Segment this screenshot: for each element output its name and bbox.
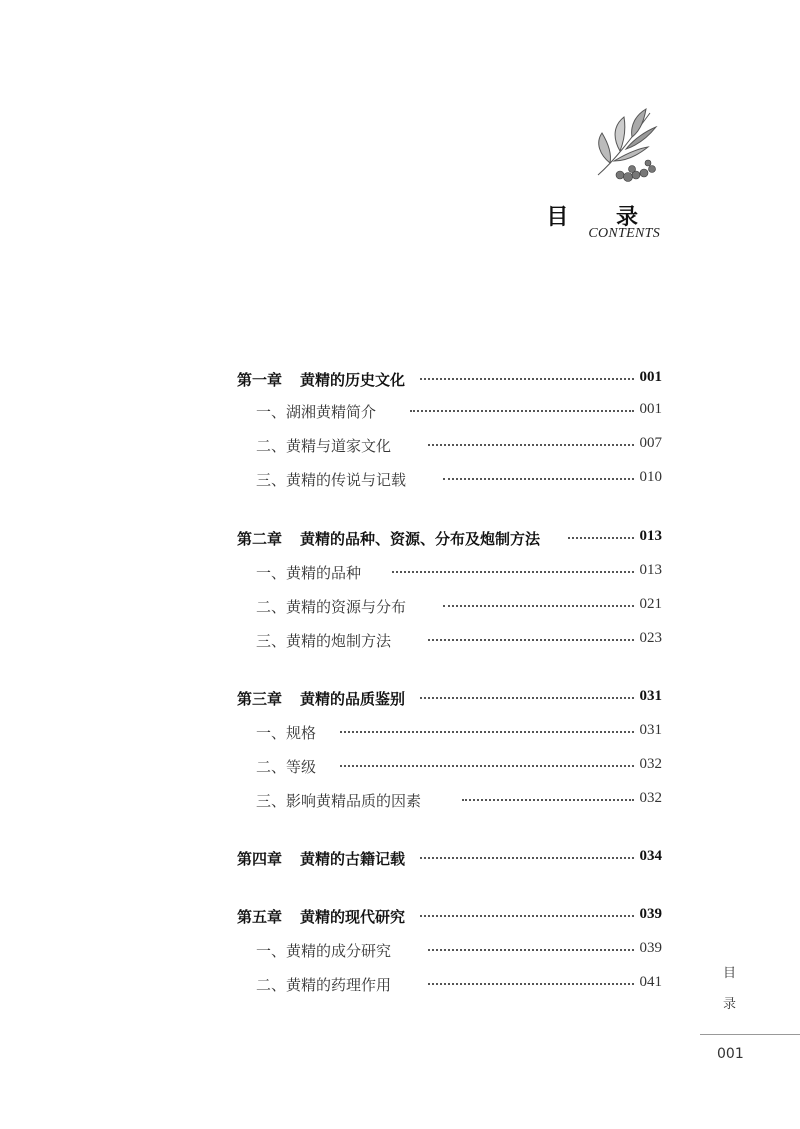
leader-dots bbox=[340, 765, 634, 767]
page-number: 013 bbox=[639, 562, 662, 578]
page-number: 041 bbox=[639, 974, 662, 990]
page-number: 013 bbox=[639, 528, 662, 544]
leader-dots bbox=[428, 983, 634, 985]
section-title: 一、规格 bbox=[256, 722, 320, 743]
side-marker-char: 目 bbox=[723, 966, 737, 981]
leader-dots bbox=[420, 857, 634, 859]
leader-dots bbox=[420, 915, 634, 917]
section-title: 一、黄精的成分研究 bbox=[256, 940, 395, 961]
chapter-number: 第一章 bbox=[237, 371, 283, 389]
footer-rule bbox=[700, 1034, 800, 1035]
chapter-title: 黄精的现代研究 bbox=[300, 908, 406, 926]
chapter-title: 黄精的历史文化 bbox=[300, 371, 406, 389]
chapter-number: 第三章 bbox=[237, 690, 283, 708]
toc-section-2-2[interactable] bbox=[0, 596, 800, 620]
footer-page-number: 001 bbox=[717, 1046, 744, 1062]
toc-chapter-1[interactable] bbox=[0, 369, 800, 393]
leader-dots bbox=[410, 410, 634, 412]
side-section-marker bbox=[723, 962, 736, 1024]
toc-section-1-1[interactable] bbox=[0, 401, 800, 425]
leader-dots bbox=[340, 731, 634, 733]
toc-section-2-1[interactable] bbox=[0, 562, 800, 586]
section-title: 一、黄精的品种 bbox=[256, 562, 365, 583]
page-number: 001 bbox=[639, 401, 662, 417]
leader-dots bbox=[443, 478, 634, 480]
toc-title: 目 录 bbox=[546, 205, 658, 230]
side-marker-char: 录 bbox=[723, 997, 737, 1012]
leader-dots bbox=[443, 605, 634, 607]
toc-section-5-1[interactable] bbox=[0, 940, 800, 964]
toc-section-2-3[interactable] bbox=[0, 630, 800, 654]
page-number: 039 bbox=[639, 940, 662, 956]
page-number: 021 bbox=[639, 596, 662, 612]
leader-dots bbox=[428, 949, 634, 951]
page-number: 039 bbox=[639, 906, 662, 922]
leader-dots bbox=[420, 378, 634, 380]
page-number: 032 bbox=[639, 756, 662, 772]
toc-chapter-4[interactable] bbox=[0, 848, 800, 872]
plant-illustration-icon bbox=[590, 105, 665, 185]
section-title: 一、湖湘黄精简介 bbox=[256, 401, 380, 422]
toc-section-5-2[interactable] bbox=[0, 974, 800, 998]
page-number: 007 bbox=[639, 435, 662, 451]
section-title: 二、等级 bbox=[256, 756, 320, 777]
page-number: 031 bbox=[639, 722, 662, 738]
section-title: 二、黄精与道家文化 bbox=[256, 435, 395, 456]
leader-dots bbox=[462, 799, 634, 801]
toc-chapter-2[interactable] bbox=[0, 528, 800, 552]
leader-dots bbox=[568, 537, 634, 539]
section-title: 三、黄精的传说与记载 bbox=[256, 469, 410, 490]
chapter-title: 黄精的品种、资源、分布及炮制方法 bbox=[300, 530, 541, 548]
page-number: 032 bbox=[639, 790, 662, 806]
leader-dots bbox=[392, 571, 634, 573]
section-title: 三、黄精的炮制方法 bbox=[256, 630, 395, 651]
section-title: 二、黄精的资源与分布 bbox=[256, 596, 410, 617]
toc-section-3-2[interactable] bbox=[0, 756, 800, 780]
toc-section-1-3[interactable] bbox=[0, 469, 800, 493]
page-number: 010 bbox=[639, 469, 662, 485]
chapter-number: 第四章 bbox=[237, 850, 283, 868]
leader-dots bbox=[428, 639, 634, 641]
section-title: 三、影响黄精品质的因素 bbox=[256, 790, 425, 811]
chapter-title: 黄精的古籍记载 bbox=[300, 850, 406, 868]
toc-chapter-3[interactable] bbox=[0, 688, 800, 712]
chapter-title: 黄精的品质鉴别 bbox=[300, 690, 406, 708]
page-number: 034 bbox=[639, 848, 662, 864]
toc-section-3-3[interactable] bbox=[0, 790, 800, 814]
leader-dots bbox=[428, 444, 634, 446]
leader-dots bbox=[420, 697, 634, 699]
page-number: 001 bbox=[639, 369, 662, 385]
toc-section-3-1[interactable] bbox=[0, 722, 800, 746]
chapter-number: 第五章 bbox=[237, 908, 283, 926]
toc-title-english: CONTENTS bbox=[588, 226, 660, 241]
section-title: 二、黄精的药理作用 bbox=[256, 974, 395, 995]
page-number: 023 bbox=[639, 630, 662, 646]
toc-chapter-5[interactable] bbox=[0, 906, 800, 930]
toc-section-1-2[interactable] bbox=[0, 435, 800, 459]
chapter-number: 第二章 bbox=[237, 530, 283, 548]
page-number: 031 bbox=[639, 688, 662, 704]
